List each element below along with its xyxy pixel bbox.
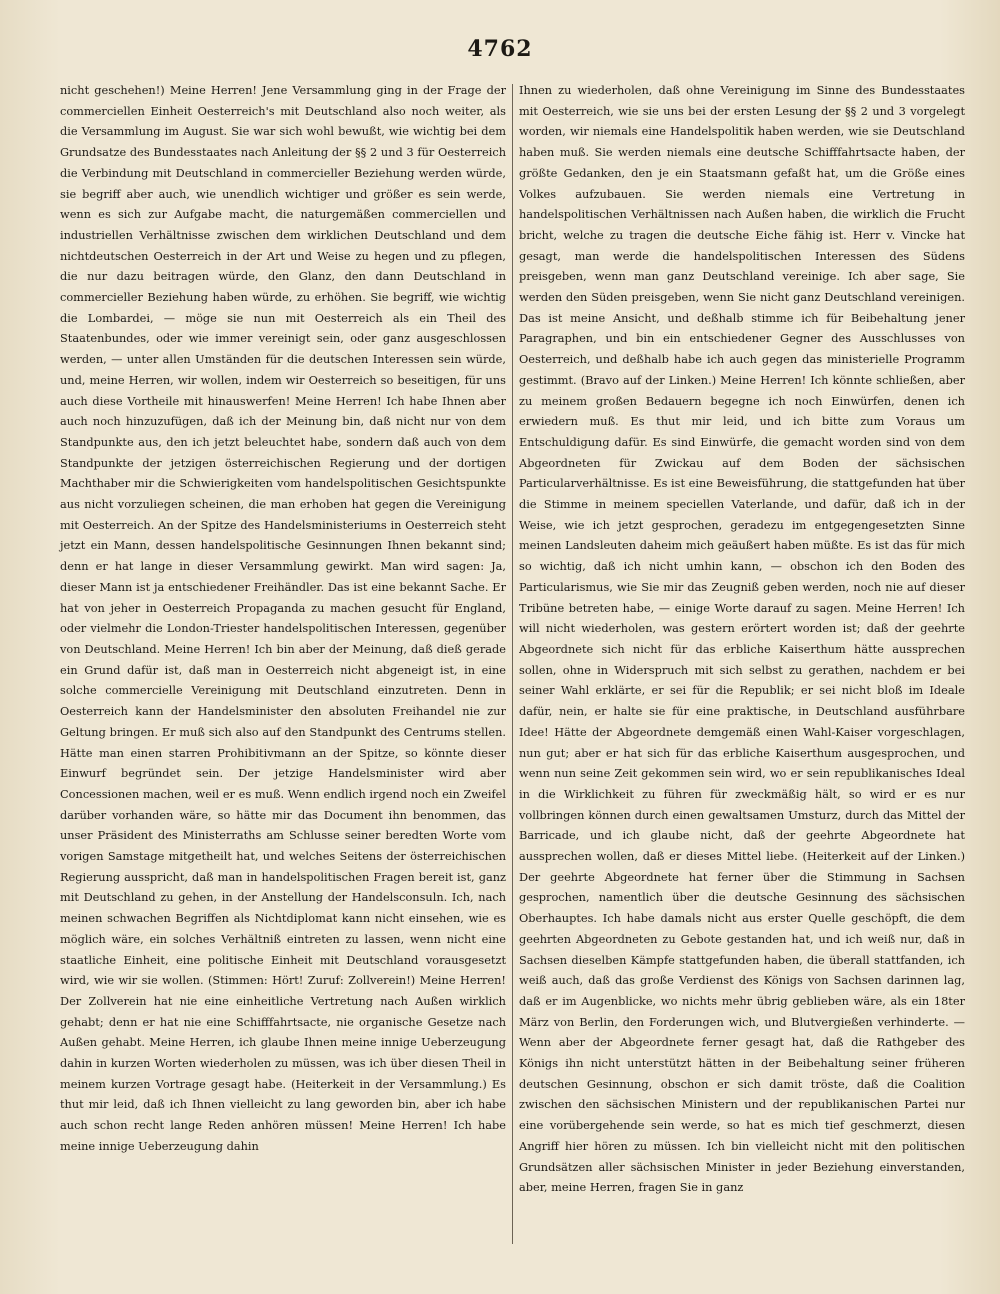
column-divider	[512, 84, 513, 1244]
left-column	[40, 80, 506, 1260]
left-column-text: nicht geschehen!) Meine Herren! Jene Versammlung ging in der Frage der commerciellen Einheit Oesterreich's mit Deutschland also noch weiter, als die Versammlung im August. Sie war sich wohl bewußt, wie wichtig bei dem Grundsatze des Bundesstaates nach Anleitung der §§ 2 und 3 für Oesterreich die Verbindung mit Deutschland in commercieller Beziehung werden würde, sie begriff aber auch, wie unendlich wichtiger und größer es sein werde, wenn es sich zur Aufgabe macht, die naturgemäßen commerciellen und industriellen Verhältnisse zwischen dem wirklichen Deutschland und dem nichtdeutschen Oesterreich in der Art und Weise zu hegen und zu pflegen, die nur dazu beitragen würde, den Glanz, den dann Deutschland in commercieller Beziehung haben würde, zu erhöhen. Sie begriff, wie wichtig die Lombardei, — möge sie nun mit Oesterreich als ein Theil des Staatenbundes, oder wie immer vereinigt sein, oder ganz ausgeschlossen werden, — unter allen Umständen für die deutschen Interessen sein würde, und, meine Herren, wir wollen, indem wir Oesterreich so beseitigen, für uns auch diese Vortheile mit hinauswerfen! Meine Herren! Ich habe Ihnen aber auch noch hinzuzufügen, daß ich der Meinung bin, daß nicht nur von dem Standpunkte aus, den ich jetzt beleuchtet habe, sondern daß auch von dem Standpunkte der jetzigen österreichischen Regierung und der dortigen Machthaber mir die Schwierigkeiten vom handelspolitischen Gesichtspunkte aus nicht vorzuliegen scheinen, die man erhoben hat gegen die Vereinigung mit Oesterreich. An der Spitze des Handelsministeriums in Oesterreich steht jetzt ein Mann, dessen handelspolitische Gesinnungen Ihnen bekannt sind; denn er hat lange in dieser Versammlung gewirkt. Man wird sagen: Ja, dieser Mann ist ja entschiedener Freihändler. Das ist eine bekannt Sache. Er hat von jeher in Oesterreich Propaganda zu machen gesucht für England, oder vielmehr die London-Triester handelspolitischen Interessen, gegenüber von Deutschland. Meine Herren! Ich bin aber der Meinung, daß dieß gerade ein Grund dafür ist, daß man in Oesterreich nicht abgeneigt ist, in eine solche commercielle Vereinigung mit Deutschland einzutreten. Denn in Oesterreich kann der Handelsminister den absoluten Freihandel nie zur Geltung bringen. Er muß sich also auf den Standpunkt des Centrums stellen. Hätte man einen starren Prohibitivmann an der Spitze, so könnte dieser Einwurf begründet sein. Der jetzige Handelsminister wird aber Concessionen machen, weil er es muß. Wenn endlich irgend noch ein Zweifel darüber vorhanden wäre, so hätte mir das Document ihn benommen, das unser Präsident des Ministerraths am Schlusse seiner beredten Worte vom vorigen Samstage mitgetheilt hat, und welches Seitens der österreichischen Regierung ausspricht, daß man in handelspolitischen Fragen bereit ist, ganz mit Deutschland zu gehen, in der Anstellung der Handelsconsuln. Ich, nach meinen schwachen Begriffen als Nichtdiplomat kann nicht einsehen, wie es möglich wäre, ein solches Verhältniß eintreten zu lassen, wenn nicht eine staatliche Einheit, eine politische Einheit mit Deutschland vorausgesetzt wird, wie wir sie wollen. (Stimmen: Hört! Zuruf: Zollverein!) Meine Herren! Der Zollverein hat nie eine einheitliche Vertretung nach Außen wirklich gehabt; denn er hat nie eine Schifffahrtsacte, nie organische Gesetze nach Außen gehabt. Meine Herren, ich glaube Ihnen meine innige Ueberzeugung dahin in kurzen Worten wiederholen zu müssen, was ich über diesen Theil in meinem kurzen Vortrage gesagt habe. (Heiterkeit in der Versammlung.) Es thut mir leid, daß ich Ihnen vielleicht zu lang geworden bin, aber ich habe auch schon recht lange Reden anhören müssen! Meine Herren! Ich habe meine innige Ueberzeugung dahin	[60, 83, 506, 1153]
page-number: 4762	[467, 36, 533, 62]
right-column	[519, 80, 965, 1260]
text-columns	[40, 80, 965, 1260]
right-column-text: Ihnen zu wiederholen, daß ohne Vereinigung im Sinne des Bundesstaates mit Oesterreich, wie sie uns bei der ersten Lesung der §§ 2 und 3 vorgelegt worden, wir niemals eine Handelspolitik haben werden, wie sie Deutschland haben muß. Sie werden niemals eine deutsche Schifffahrtsacte haben, der größte Gedanken, den je ein Staatsmann gefaßt hat, um die Größe eines Volkes aufzubauen. Sie werden niemals eine Vertretung in handelspolitischen Verhältnissen nach Außen haben, die wirklich die Frucht bricht, welche zu tragen die deutsche Eiche fähig ist. Herr v. Vincke hat gesagt, man werde die handelspolitischen Interessen des Südens preisgeben, wenn man ganz Deutschland vereinige. Ich aber sage, Sie werden den Süden preisgeben, wenn Sie nicht ganz Deutschland vereinigen. Das ist meine Ansicht, und deßhalb stimme ich für Beibehaltung jener Paragraphen, und bin ein entschiedener Gegner des Ausschlusses von Oesterreich, und deßhalb habe ich auch gegen das ministerielle Programm gestimmt. (Bravo auf der Linken.) Meine Herren! Ich könnte schließen, aber zu meinem großen Bedauern begegne ich noch Einwürfen, denen ich erwiedern muß. Es thut mir leid, und ich bitte zum Voraus um Entschuldigung dafür. Es sind Einwürfe, die gemacht worden sind von dem Abgeordneten für Zwickau auf dem Boden der sächsischen Particularverhältnisse. Es ist eine Beweisführung, die stattgefunden hat über die Stimme in meinem speciellen Vaterlande, und dafür, daß ich in der Weise, wie ich jetzt gesprochen, geradezu im entgegengesetzten Sinne meinen Landsleuten daheim mich geäußert haben müßte. Es ist das für mich so wichtig, daß ich nicht umhin kann, — obschon ich den Boden des Particularismus, wie Sie mir das Zeugniß geben werden, noch nie auf dieser Tribüne betreten habe, — einige Worte darauf zu sagen. Meine Herren! Ich will nicht wiederholen, was gestern erörtert worden ist; daß der geehrte Abgeordnete sich nicht für das erbliche Kaiserthum hätte aussprechen sollen, ohne in Widerspruch mit sich selbst zu gerathen, nachdem er bei seiner Wahl erklärte, er sei für die Republik; er sei nicht bloß im Ideale dafür, nein, er halte sie für eine praktische, in Deutschland ausführbare Idee! Hätte der Abgeordnete demgemäß einen Wahl-Kaiser vorgeschlagen, nun gut; aber er hat sich für das erbliche Kaiserthum ausgesprochen, und wenn nun seine Zeit gekommen sein wird, wo er sein republikanisches Ideal in die Wirklichkeit zu führen für zweckmäßig hält, so wird er es nur vollbringen können durch einen gewaltsamen Umsturz, durch das Mittel der Barricade, und ich glaube nicht, daß der geehrte Abgeordnete hat aussprechen wollen, daß er dieses Mittel liebe. (Heiterkeit auf der Linken.) Der geehrte Abgeordnete hat ferner über die Stimmung in Sachsen gesprochen, namentlich über die deutsche Gesinnung des sächsischen Oberhauptes. Ich habe damals nicht aus erster Quelle geschöpft, die dem geehrten Abgeordneten zu Gebote gestanden hat, und ich weiß nur, daß in Sachsen dieselben Kämpfe stattgefunden haben, die überall stattfanden, ich weiß auch, daß das große Verdienst des Königs von Sachsen darinnen lag, daß er im Augenblicke, wo nichts mehr übrig geblieben wäre, als ein 18ter März von Berlin, den Forderungen wich, und Blutvergießen verhinderte. — Wenn aber der Abgeordnete ferner gesagt hat, daß die Rathgeber des Königs ihn nicht unterstützt hätten in der Beibehaltung seiner früheren deutschen Gesinnung, obschon er sich damit tröste, daß die Coalition zwischen den sächsischen Ministern und der republikanischen Partei nur eine vorübergehende sein werde, so hat es mich tief geschmerzt, diesen Angriff hier hören zu müssen. Ich bin vielleicht nicht mit den politischen Grundsätzen aller sächsischen Minister in jeder Beziehung einverstanden, aber, meine Herren, fragen Sie in ganz	[519, 83, 965, 1195]
